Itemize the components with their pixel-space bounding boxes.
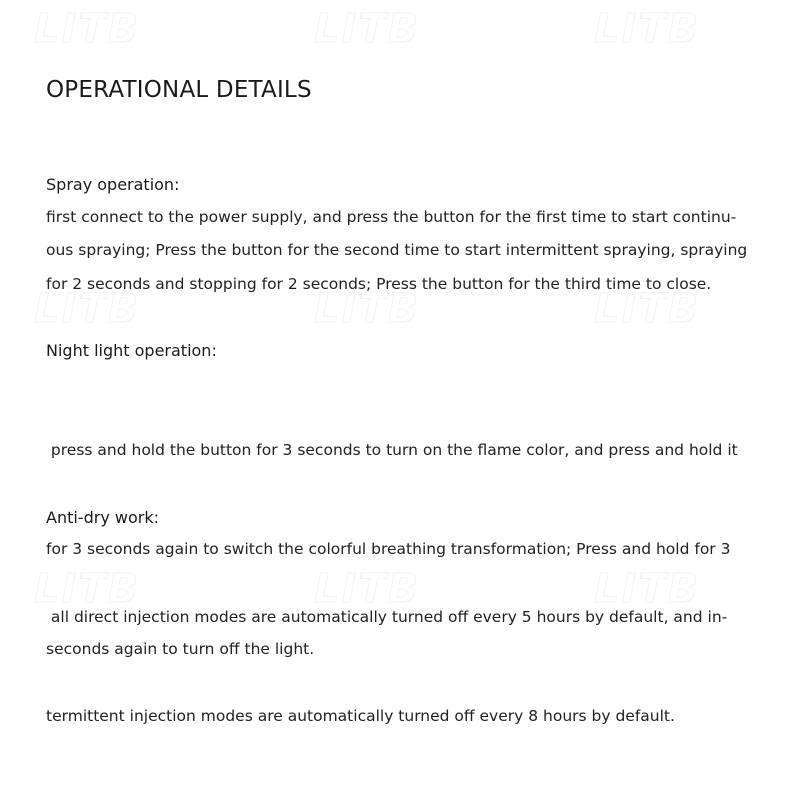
body-line: press and hold the button for 3 seconds to turn on the flame color, and press and hold it — [46, 440, 738, 459]
watermark-logo: LITB — [314, 566, 421, 612]
section-body — [46, 534, 758, 800]
body-line: for 2 seconds and stopping for 2 seconds; Press the button for the third time to close. — [46, 274, 712, 293]
page-title: OPERATIONAL DETAILS — [46, 77, 312, 103]
body-line: for 3 seconds again to switch the colorful breathing transformation; Press and hold for 3 — [46, 540, 731, 559]
watermark-logo: LITB — [594, 566, 701, 612]
anti-dry-work-section — [46, 501, 758, 800]
watermark-logo: LITB — [594, 286, 701, 332]
watermark-logo: LITB — [594, 6, 701, 52]
watermark-logo: LITB — [34, 6, 141, 52]
watermark-logo: LITB — [34, 286, 141, 332]
section-heading: Anti-dry work: — [46, 508, 159, 527]
section-heading: Spray operation: — [46, 175, 180, 194]
body-line: first connect to the power supply, and press the button for the first time to start continu- — [46, 208, 737, 226]
watermark-logo: LITB — [314, 6, 421, 52]
section-body — [46, 201, 758, 301]
section-heading: Night light operation: — [46, 341, 217, 360]
watermark-logo: LITB — [314, 286, 421, 332]
body-line: all direct injection modes are automatically turned off every 5 hours by default, and in- — [46, 607, 728, 626]
body-line: ous spraying; Press the button for the second time to start intermittent spraying, spraying — [46, 241, 748, 260]
spray-operation-section — [46, 168, 758, 301]
body-line: seconds again to turn off the light. — [46, 640, 315, 659]
watermark-logo: LITB — [34, 566, 141, 612]
body-line: termittent injection modes are automatically turned off every 8 hours by default. — [46, 707, 675, 726]
